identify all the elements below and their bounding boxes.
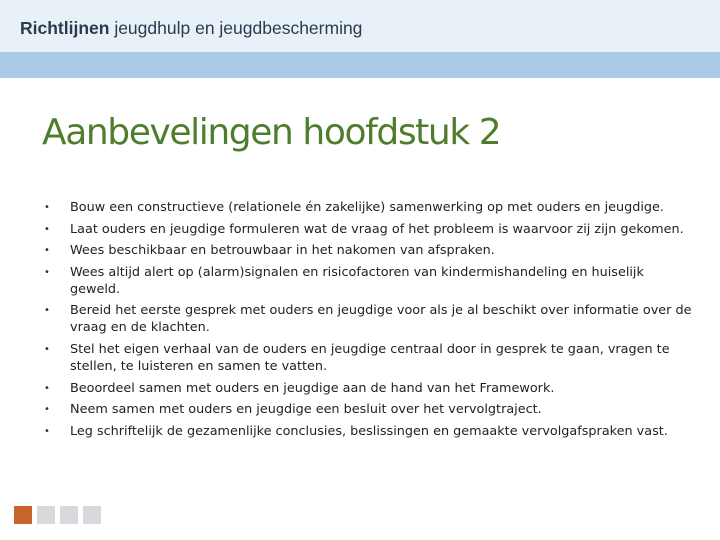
brand-title-regular: jeugdhulp en jeugdbescherming	[109, 18, 363, 38]
list-item-text: Stel het eigen verhaal van de ouders en jeugdige centraal door in gesprek te gaan, vragen te stellen, te luisteren en samen te vatten.	[70, 341, 670, 374]
list-item	[44, 302, 694, 336]
list-item	[44, 242, 694, 259]
accent-band	[0, 52, 720, 78]
list-item-text: Wees altijd alert op (alarm)signalen en risicofactoren van kindermishandeling en huiselijk geweld.	[70, 264, 644, 297]
list-item	[44, 199, 694, 216]
list-item	[44, 341, 694, 375]
list-item-text: Wees beschikbaar en betrouwbaar in het nakomen van afspraken.	[70, 243, 495, 259]
bullet-icon: •	[44, 223, 50, 235]
brand-title-bold: Richtlijnen	[20, 18, 110, 38]
list-item-text: Bereid het eerste gesprek met ouders en jeugdige voor als je al beschikt over informatie over de vraag en de klachten.	[70, 303, 692, 336]
list-item-text: Bouw een constructieve (relationele én zakelijke) samenwerking op met ouders en jeugdige.	[70, 200, 664, 215]
footer-square	[60, 506, 78, 524]
footer-square	[83, 506, 101, 524]
list-item-text: Leg schriftelijk de gezamenlijke conclusies, beslissingen en gemaakte vervolgafspraken vast.	[70, 423, 668, 439]
recommendations-list	[44, 199, 694, 444]
bullet-icon: •	[44, 404, 50, 416]
header-band	[0, 0, 720, 52]
bullet-icon: •	[44, 425, 50, 437]
bullet-icon: •	[44, 343, 50, 355]
list-item	[44, 423, 694, 440]
bullet-icon: •	[44, 202, 50, 213]
list-item-text: Laat ouders en jeugdige formuleren wat de vraag of het probleem is waarvoor zij zijn gekomen.	[70, 221, 684, 237]
list-item	[44, 380, 694, 397]
footer-square	[37, 506, 55, 524]
bullet-icon: •	[44, 245, 50, 257]
list-item	[44, 264, 694, 298]
footer-squares	[14, 506, 101, 524]
slide-title: Aanbevelingen hoofdstuk 2	[42, 112, 501, 153]
bullet-icon: •	[44, 266, 50, 278]
brand-title	[20, 18, 362, 39]
list-item-text: Beoordeel samen met ouders en jeugdige aan de hand van het Framework.	[70, 380, 555, 396]
footer-square-accent	[14, 506, 32, 524]
bullet-icon: •	[44, 382, 50, 394]
list-item	[44, 401, 694, 418]
bullet-icon: •	[44, 305, 50, 317]
list-item	[44, 221, 694, 238]
list-item-text: Neem samen met ouders en jeugdige een besluit over het vervolgtraject.	[70, 402, 542, 418]
